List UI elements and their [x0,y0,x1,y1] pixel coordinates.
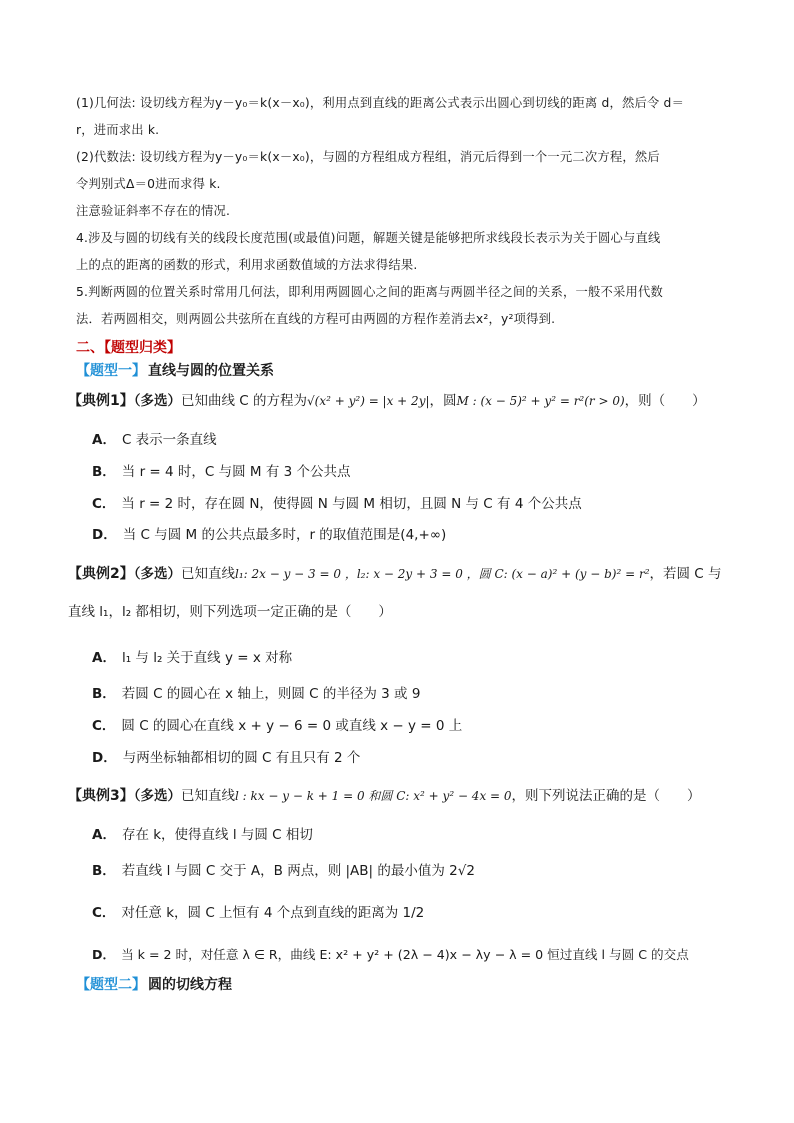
note-line-5: 注意验证斜率不存在的情况. [76,204,231,218]
example1-stem [68,391,706,411]
example3-tag: 【典例3】 [68,788,134,804]
option-text: 当 k = 2 时，对任意 λ ∈ R，曲线 E: x² + y² + (2λ − 4)x − λy − λ = 0 恒过直线 l 与圆 C 的交点 [121,947,689,962]
example2-line1-text: 已知直线 [181,566,235,582]
option-text: l₁ 与 l₂ 关于直线 y = x 对称 [121,650,293,666]
type2-title: 圆的切线方程 [148,977,232,993]
section-title: 二、【题型归类】 [76,340,181,356]
note-line-9: 法．若两圆相交，则两圆公共弦所在直线的方程可由两圆的方程作差消去x²，y²项得到. [76,312,556,326]
example2-stem-line1 [68,564,722,584]
option-label: D． [92,527,117,543]
example1-option-a [92,430,217,450]
example2-option-d [92,748,360,768]
example3-stem-a: 已知直线 [181,788,235,804]
example1-tag: 【典例1】 [68,393,134,409]
note-line-3: (2)代数法: 设切线方程为y－y₀＝k(x－x₀)，与圆的方程组成方程组，消元后得到一个一元二次方程，然后 [76,150,660,164]
option-text: 当 r = 2 时，存在圆 N，使得圆 N 与圆 M 相切，且圆 N 与 C 有 4 个公共点 [121,496,582,512]
example1-stem-a: 已知曲线 C 的方程为 [181,393,308,409]
example1-curve-equation: √(x² + y²) = |x + 2y| [307,394,430,408]
option-text: 若直线 l 与圆 C 交于 A，B 两点，则 |AB| 的最小值为 2√2 [121,863,475,879]
note-line-8: 5.判断两圆的位置关系时常用几何法，即利用两圆圆心之间的距离与两圆半径之间的关系，一般不采用代数 [76,285,663,299]
note-line-4: 令判别式Δ＝0进而求得 k. [76,177,221,191]
example1-kind: （多选） [133,393,181,409]
example3-option-d [92,945,689,965]
option-label: C． [92,718,116,734]
example2-option-a [92,648,292,668]
example2-option-b [92,684,420,704]
type1-heading [76,361,274,381]
example2-tag: 【典例2】 [68,566,134,582]
example3-option-b [92,861,475,881]
example3-equations: l : kx − y − k + 1 = 0 和圆 C: x² + y² − 4x = 0 [235,789,512,803]
type1-title: 直线与圆的位置关系 [148,363,274,379]
type2-heading [76,975,232,995]
example2-equations: l₁: 2x − y − 3 = 0 ，l₂: x − 2y + 3 = 0 ，圆 C: (x − a)² + (y − b)² = r² [235,567,650,581]
example1-option-c [92,494,582,514]
example2-stem-line2: 直线 l₁，l₂ 都相切，则下列选项一定正确的是（ ） [68,604,392,620]
option-label: C． [92,496,116,512]
option-label: A． [92,827,116,843]
note-line-1: (1)几何法: 设切线方程为y－y₀＝k(x－x₀)，利用点到直线的距离公式表示出圆心到切线的距离 d，然后令 d＝ [76,96,685,110]
option-label: D． [92,750,117,766]
example2-line1-tail: ，若圆 C 与 [649,566,722,582]
option-label: A． [92,432,116,448]
option-label: B． [92,686,116,702]
option-label: B． [92,863,116,879]
option-text: C 表示一条直线 [121,432,217,448]
type1-tag: 【题型一】 [76,363,146,379]
option-label: D． [92,947,116,962]
type2-tag: 【题型二】 [76,977,146,993]
option-text: 当 C 与圆 M 的公共点最多时，r 的取值范围是(4,+∞) [122,527,447,543]
option-label: A． [92,650,116,666]
example1-option-b [92,462,351,482]
option-text: 当 r = 4 时，C 与圆 M 有 3 个公共点 [121,464,351,480]
option-text: 若圆 C 的圆心在 x 轴上，则圆 C 的半径为 3 或 9 [121,686,421,702]
example1-stem-b: ，圆 [429,393,457,409]
example3-stem-b: ，则下列说法正确的是（ ） [511,788,701,804]
example3-kind: （多选） [133,788,181,804]
example3-option-c [92,903,424,923]
option-label: B． [92,464,116,480]
option-text: 存在 k，使得直线 l 与圆 C 相切 [121,827,313,843]
note-line-7: 上的点的距离的函数的形式，利用求函数值域的方法求得结果. [76,258,418,272]
example3-option-a [92,825,313,845]
option-text: 圆 C 的圆心在直线 x + y − 6 = 0 或直线 x − y = 0 上 [121,718,463,734]
option-text: 对任意 k，圆 C 上恒有 4 个点到直线的距离为 1/2 [121,905,425,921]
note-line-2: r，进而求出 k. [76,123,160,137]
example1-circle-equation: M : (x − 5)² + y² = r²(r > 0) [456,394,625,408]
option-label: C． [92,905,116,921]
example1-option-d [92,525,446,545]
option-text: 与两坐标轴都相切的圆 C 有且只有 2 个 [122,750,361,766]
note-line-6: 4.涉及与圆的切线有关的线段长度范围(或最值)问题，解题关键是能够把所求线段长表示为关于圆心与直线 [76,231,661,245]
example2-option-c [92,716,462,736]
example2-kind: （多选） [133,566,181,582]
example3-stem [68,786,701,806]
example1-stem-c: ，则（ ） [624,393,706,409]
